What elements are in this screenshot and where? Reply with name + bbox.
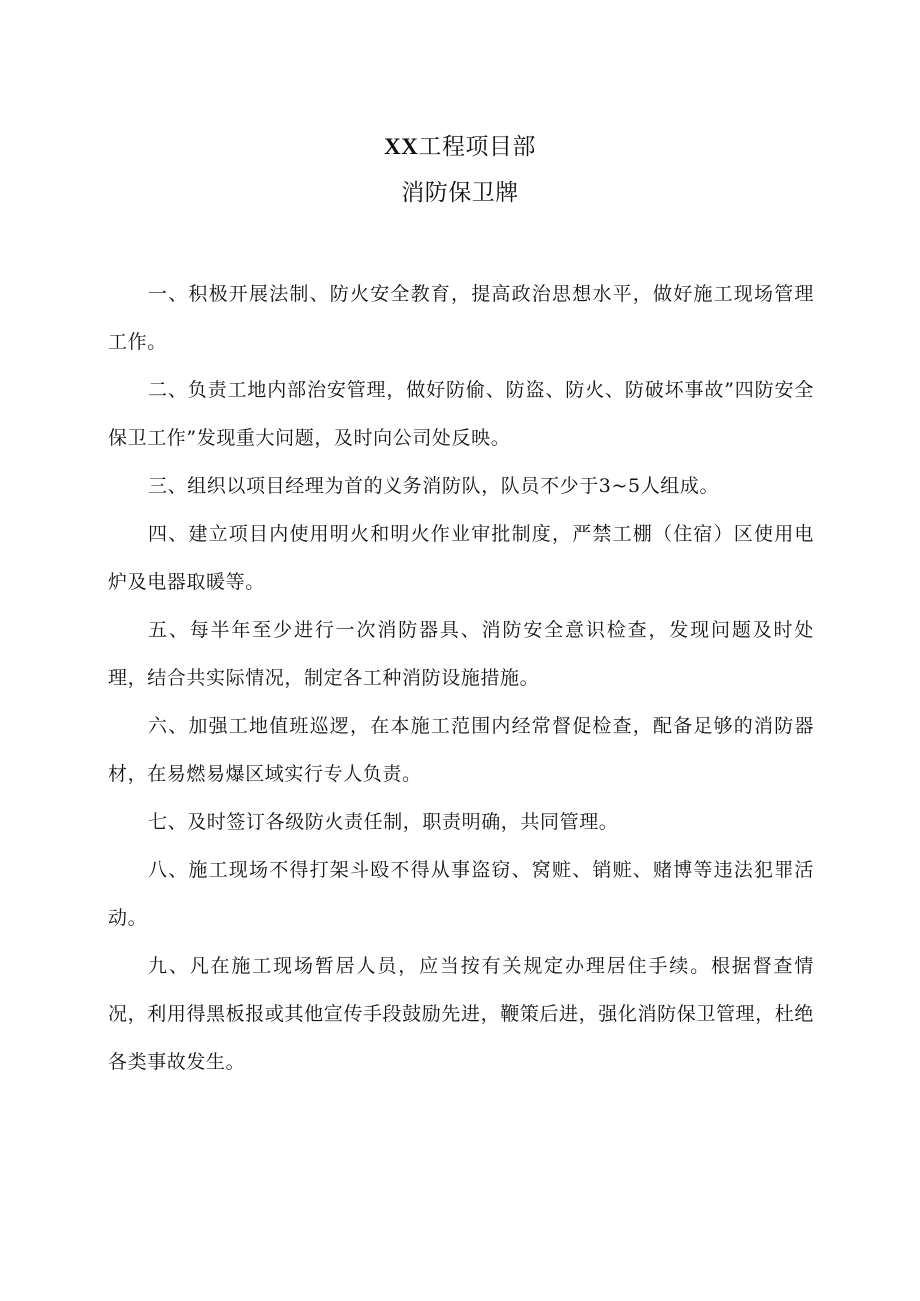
document-subtitle: 消防保卫牌	[401, 180, 519, 206]
rule-paragraph: 八、施工现场不得打架斗殴不得从事盗窃、窝赃、销赃、赌博等违法犯罪活动。	[108, 859, 814, 929]
rules-list	[108, 270, 814, 1086]
rule-paragraph: 九、凡在施工现场暂居人员，应当按有关规定办理居住手续。根据督查情况，利用得黑板报或其他宣传手段鼓励先进，鞭策后进，强化消防保卫管理，杜绝各类事故发生。	[108, 955, 814, 1073]
rule-paragraph: 七、及时签订各级防火责任制，职责明确，共同管理。	[148, 811, 619, 833]
rule-paragraph: 四、建立项目内使用明火和明火作业审批制度，严禁工棚（住宿）区使用电炉及电器取暖等。	[108, 523, 814, 593]
rule-paragraph: 二、负责工地内部治安管理，做好防偷、防盗、防火、防破坏事故”四防安全保卫工作”发现重大问题，及时向公司处反映。	[108, 379, 814, 449]
rule-paragraph: 五、每半年至少进行一次消防器具、消防安全意识检查，发现问题及时处理，结合共实际情况，制定各工种消防设施措施。	[108, 619, 814, 689]
rule-paragraph: 三、组织以项目经理为首的义务消防队，队员不少于3~5人组成。	[148, 475, 720, 497]
title-prefix: XX	[384, 134, 419, 159]
title-block	[0, 124, 920, 216]
document-title	[0, 124, 920, 170]
rule-paragraph: 一、积极开展法制、防火安全教育，提高政治思想水平，做好施工现场管理工作。	[108, 283, 814, 353]
rule-paragraph: 六、加强工地值班巡逻，在本施工范围内经常督促检查，配备足够的消防器材，在易燃易爆区域实行专人负责。	[108, 715, 814, 785]
title-rest: 工程项目部	[418, 134, 536, 160]
